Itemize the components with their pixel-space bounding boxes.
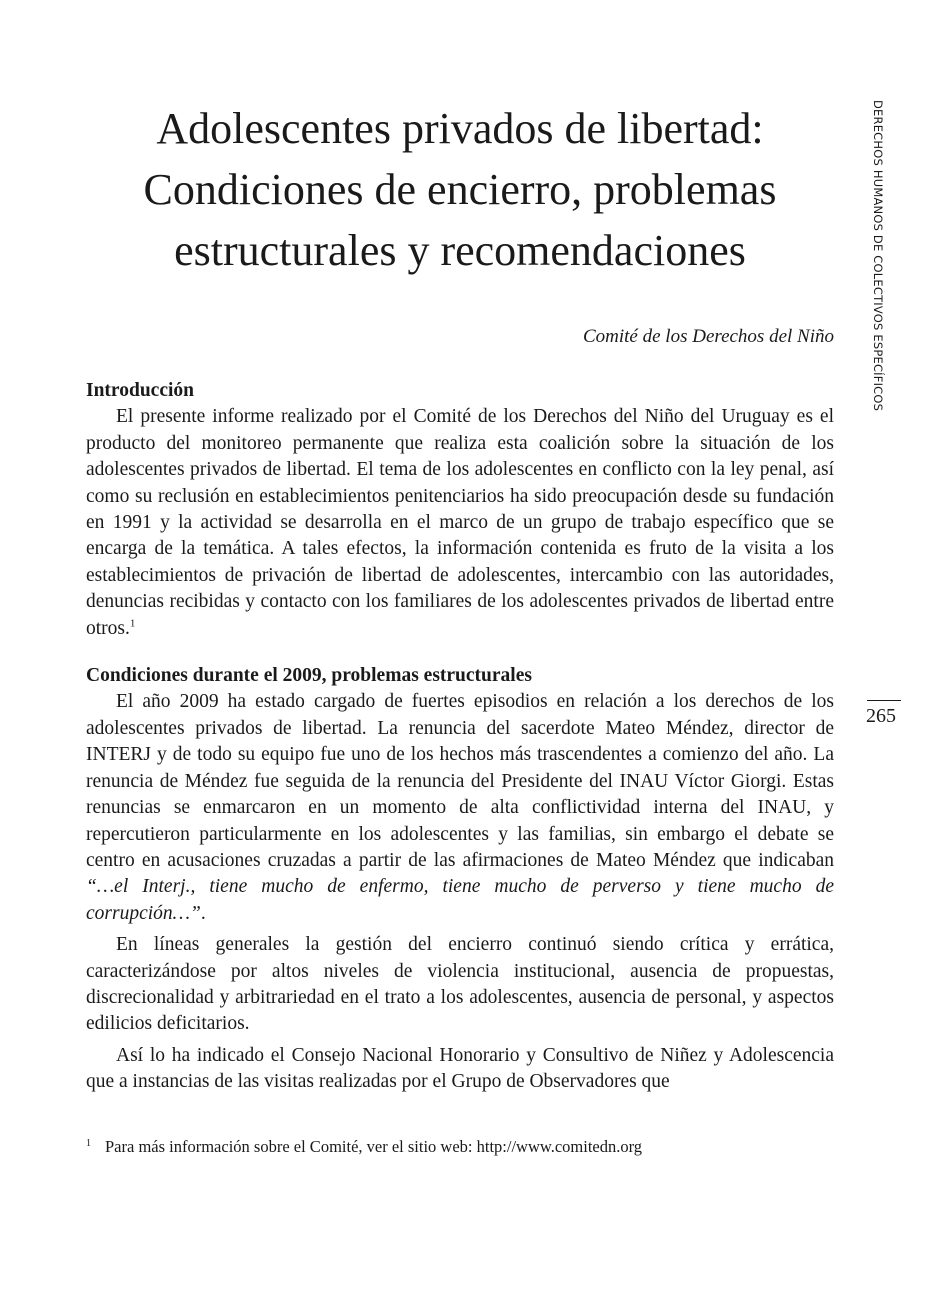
conditions-paragraph-1-text: El año 2009 ha estado cargado de fuertes episodios en relación a los derechos de los adolescentes privados de libertad. La renuncia del sacerdote Mateo Méndez, director de INTERJ y de todo su equipo fue uno de los hechos más trascendentes a comienzo del año. La renuncia de Méndez fue seguida de la renuncia del Presidente del INAU Víctor Giorgi. Estas renuncias se enmarcaron en un momento de alta conflictividad interna del INAU, y repercutieron particularmente en los adolescentes y las familias, sin embargo el debate se centro en acusaciones cruzadas a partir de las afirmaciones de Mateo Méndez que indicaban <box>86 691 834 871</box>
footnote-text: Para más información sobre el Comité, ver el sitio web: http://www.comitedn.org <box>105 1137 643 1156</box>
footnote-reference[interactable]: 1 <box>129 617 136 630</box>
section-heading-conditions: Condiciones durante el 2009, problemas estructurales <box>86 665 532 687</box>
conditions-paragraph-1-end: . <box>200 902 206 924</box>
running-section-label-text: DERECHOS HUMANOS DE COLECTIVOS ESPECÍFICOS <box>871 100 885 412</box>
document-title <box>86 98 834 281</box>
title-line-1: Adolescentes privados de libertad: <box>156 104 764 153</box>
title-line-2: Condiciones de encierro, problemas <box>143 165 777 214</box>
conditions-paragraph-2: En líneas generales la gestión del encierro continuó siendo crítica y errática, caracterizándose por altos niveles de violencia institucional, ausencia de propuestas, discrecionalidad y arbitrariedad en el trato a los adolescentes, ausencia de personal, y aspectos edilicios deficitarios. <box>86 934 834 1035</box>
running-section-label <box>869 100 889 440</box>
conditions-paragraph-1 <box>86 689 834 927</box>
page-number-block <box>866 700 902 729</box>
main-text <box>86 378 834 1096</box>
page-number-rule <box>867 700 901 701</box>
author-credit: Comité de los Derechos del Niño <box>582 326 834 347</box>
section-heading-intro: Introducción <box>86 380 194 401</box>
mendez-quote: “…el Interj., tiene mucho de enfermo, tiene mucho de perverso y tiene mucho de corrupción…” <box>86 876 834 924</box>
title-line-3: estructurales y recomendaciones <box>174 226 746 275</box>
page-number: 265 <box>866 705 896 727</box>
intro-paragraph-text: El presente informe realizado por el Comité de los Derechos del Niño del Uruguay es el producto del monitoreo permanente que realiza esta coalición sobre la situación de los adolescentes privados de libertad. El tema de los adolescentes en conflicto con la ley penal, así como su reclusión en establecimientos penitenciarios ha sido preocupación desde su fundación en 1991 y la actividad se desarrolla en el marco de un grupo de trabajo específico que se encarga de la temática. A tales efectos, la información contenida es fruto de la visita a los establecimientos de privación de libertad de adolescentes, intercambio con las autoridades, denuncias recibidas y contacto con los familiares de los adolescentes privados de libertad entre otros. <box>86 406 834 639</box>
footnote-number: 1 <box>86 1137 91 1149</box>
intro-paragraph <box>86 404 834 642</box>
footnote <box>86 1136 834 1158</box>
conditions-paragraph-3: Así lo ha indicado el Consejo Nacional Honorario y Consultivo de Niñez y Adolescencia que a instancias de las visitas realizadas por el Grupo de Observadores que <box>86 1044 834 1093</box>
